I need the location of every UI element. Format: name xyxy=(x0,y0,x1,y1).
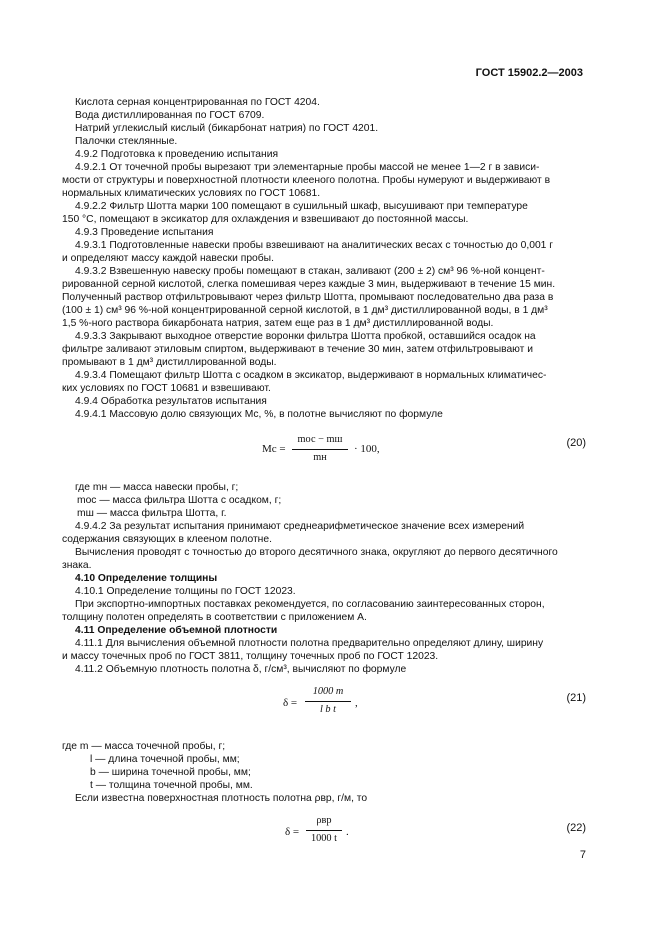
formula-numerator: 1000 m xyxy=(312,686,344,697)
text-line: 4.11.1 Для вычисления объемной плотности полотна предварительно определяют длину, ширину xyxy=(75,638,544,649)
text-line: и определяют массу каждой навески пробы. xyxy=(62,253,274,264)
text-line: 4.9.2.1 От точечной пробы вырезают три элементарные пробы массой не менее 1—2 г в зависи- xyxy=(75,162,540,173)
text-line: Кислота серная концентрированная по ГОСТ 4204. xyxy=(75,97,320,108)
text-line: 4.9.3.1 Подготовленные навески пробы взвешивают на аналитических весах с точностью до 0,001 г xyxy=(75,240,554,251)
section-heading: 4.10 Определение толщины xyxy=(75,573,218,584)
section-heading: 4.9.4 Обработка результатов испытания xyxy=(75,396,267,407)
text-line: Палочки стеклянные. xyxy=(75,136,178,147)
text-line: 4.9.2.2 Фильтр Шотта марки 100 помещают в сушильный шкаф, высушивают при температуре xyxy=(75,201,528,212)
text-line: Вычисления проводят с точностью до второго десятичного знака, округляют до первого десятичного xyxy=(75,547,558,558)
text-line: 150 °С, помещают в эксикатор для охлаждения и взвешивают до постоянной массы. xyxy=(62,214,469,225)
text-line: Полученный раствор отфильтровывают через фильтр Шотта, промывают последовательно два раза в xyxy=(62,292,554,303)
text-line: ких условиях по ГОСТ 10681 и взвешивают. xyxy=(62,383,271,394)
fraction-bar xyxy=(292,449,348,450)
text-line: толщину полотен определять в соответствии с приложением А. xyxy=(62,612,367,623)
text-line: 4.9.3.3 Закрывают выходное отверстие воронки фильтра Шотта пробкой, оставшийся осадок на xyxy=(75,331,536,342)
where-item: l — длина точечной пробы, мм; xyxy=(90,754,240,765)
formula-denominator: l b t xyxy=(319,704,337,715)
formula-number: (22) xyxy=(566,822,586,834)
text-line: 4.9.3.2 Взвешенную навеску пробы помещают в стакан, заливают (200 ± 2) см³ 96 %-ной концент- xyxy=(75,266,545,277)
formula-lhs: δ = xyxy=(283,697,298,709)
where-item: b — ширина точечной пробы, мм; xyxy=(90,767,251,778)
text-line: Если известна поверхностная плотность полотна ρвр, г/м, то xyxy=(75,793,368,804)
text-line: фильтре заливают этиловым спиртом, выдерживают в течение 30 мин, затем отфильтровывают и xyxy=(62,344,534,355)
text-line: знака. xyxy=(62,560,92,571)
where-item: t — толщина точечной пробы, мм. xyxy=(90,780,253,791)
formula-tail: · 100, xyxy=(354,443,380,455)
text-line: 1,5 %-ного раствора бикарбоната натрия, затем еще раз в 1 дм³ дистиллированной воды. xyxy=(62,318,494,329)
formula-numerator: ρвр xyxy=(316,815,332,826)
text-line: промывают в 1 дм³ дистиллированной воды. xyxy=(62,357,277,368)
text-line: и массу точечных проб по ГОСТ 3811, толщину точечных проб по ГОСТ 12023. xyxy=(62,651,439,662)
text-line: 4.11.2 Объемную плотность полотна δ, г/см³, вычисляют по формуле xyxy=(75,664,407,675)
text-line: Натрий углекислый кислый (бикарбонат натрия) по ГОСТ 4201. xyxy=(75,123,379,134)
text-line: содержания связующих в клееном полотне. xyxy=(62,534,272,545)
document-header: ГОСТ 15902.2—2003 xyxy=(475,67,583,79)
where-item: mос — масса фильтра Шотта с осадком, г; xyxy=(77,495,282,506)
section-heading: 4.9.3 Проведение испытания xyxy=(75,227,214,238)
text-line: 4.9.4.2 За результат испытания принимают среднеарифметическое значение всех измерений xyxy=(75,521,525,532)
formula-number: (21) xyxy=(566,692,586,704)
text-line: 4.10.1 Определение толщины по ГОСТ 12023. xyxy=(75,586,296,597)
where-item: где mн — масса навески пробы, г; xyxy=(75,482,239,493)
formula-numerator: mос − mш xyxy=(297,434,343,445)
where-item: где m — масса точечной пробы, г; xyxy=(62,741,226,752)
text-line: 4.9.3.4 Помещают фильтр Шотта с осадком в эксикатор, выдерживают в нормальных климатичес- xyxy=(75,370,547,381)
text-line: Вода дистиллированная по ГОСТ 6709. xyxy=(75,110,265,121)
text-line: (100 ± 1) см³ 96 %-ной концентрированной серной кислотой, в 1 дм³ дистиллированной воды, в 1 дм³ xyxy=(62,305,548,316)
fraction-bar xyxy=(305,701,351,702)
page-number: 7 xyxy=(579,849,586,861)
text-line: мости от структуры и поверхностной плотности клееного полотна. Пробы нумеруют и выдерживают в xyxy=(62,175,551,186)
where-item: mш — масса фильтра Шотта, г. xyxy=(77,508,227,519)
formula-tail: . xyxy=(346,826,349,838)
formula-lhs: Mс = xyxy=(262,443,286,455)
section-heading: 4.9.2 Подготовка к проведению испытания xyxy=(75,149,279,160)
formula-denominator: mн xyxy=(313,452,327,463)
text-line: 4.9.4.1 Массовую долю связующих Mс, %, в полотне вычисляют по формуле xyxy=(75,409,443,420)
fraction-bar xyxy=(306,830,342,831)
text-line: нормальных климатических условиях по ГОСТ 10681. xyxy=(62,188,321,199)
text-line: При экспортно-импортных поставках рекомендуется, по согласованию заинтересованных сторон, xyxy=(75,599,545,610)
formula-number: (20) xyxy=(566,437,586,449)
formula-lhs: δ = xyxy=(285,826,300,838)
formula-denominator: 1000 t xyxy=(310,833,338,844)
section-heading: 4.11 Определение объемной плотности xyxy=(75,625,278,636)
formula-tail: , xyxy=(355,697,358,709)
text-line: рированной серной кислотой, слегка помешивая через каждые 3 мин, выдерживают в течение 15 мин. xyxy=(62,279,556,290)
